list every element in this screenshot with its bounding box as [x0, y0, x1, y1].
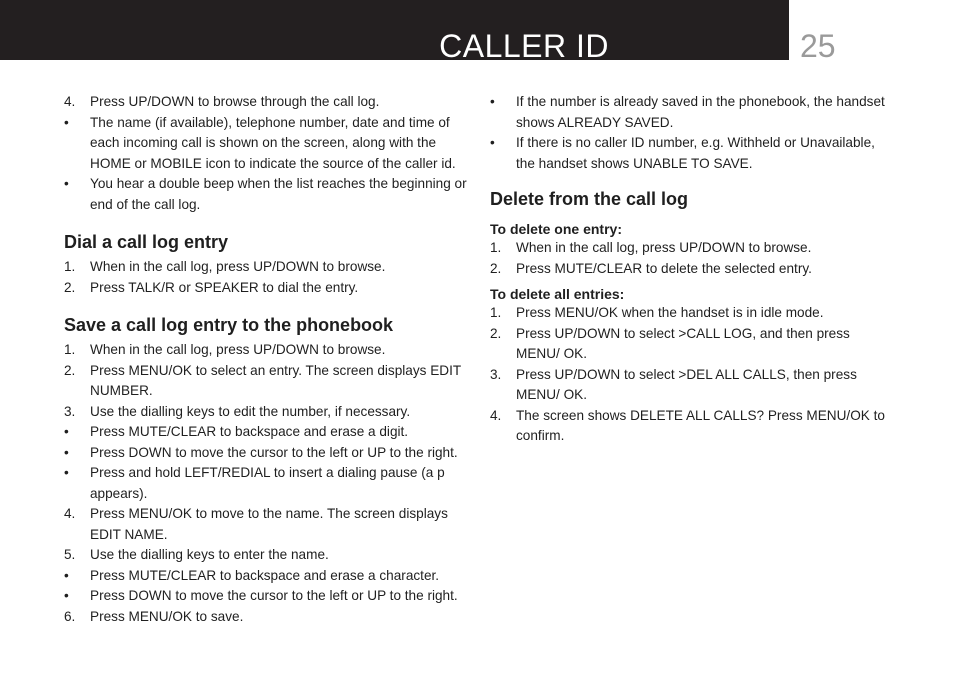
list-item	[490, 238, 894, 259]
list-item	[64, 607, 468, 628]
list-item-text: Press and hold LEFT/REDIAL to insert a dialing pause (a p appears).	[90, 465, 445, 501]
list-item	[64, 361, 468, 402]
list-item	[490, 259, 894, 280]
list-item-text: If the number is already saved in the phonebook, the handset shows ALREADY SAVED.	[516, 94, 885, 130]
list-item	[490, 133, 894, 174]
list-marker: •	[64, 567, 69, 583]
list-item	[64, 92, 468, 113]
list-item-text: Press UP/DOWN to select >DEL ALL CALLS, then press MENU/ OK.	[516, 366, 857, 402]
list-item-text: The screen shows DELETE ALL CALLS? Press MENU/OK to confirm.	[516, 407, 885, 443]
list-item-text: Press DOWN to move the cursor to the left or UP to the right.	[90, 588, 458, 603]
delete-one-steps	[490, 238, 894, 279]
delete-all-heading: To delete all entries:	[490, 286, 625, 302]
list-marker: 3.	[490, 366, 502, 382]
list-item-text: Press DOWN to move the cursor to the left or UP to the right.	[90, 444, 458, 460]
list-marker: 4.	[64, 94, 76, 109]
list-marker: 1.	[490, 240, 502, 255]
list-item	[490, 303, 894, 324]
list-marker: 4.	[490, 407, 502, 423]
list-item-text: You hear a double beep when the list reaches the beginning or end of the call log.	[90, 176, 467, 212]
list-item-text: Press TALK/R or SPEAKER to dial the entry.	[90, 279, 359, 295]
list-marker: 5.	[64, 547, 76, 562]
right-column	[490, 92, 894, 447]
list-marker: 6.	[64, 608, 76, 624]
list-item	[64, 422, 468, 443]
list-marker: •	[64, 176, 69, 191]
list-marker: 2.	[490, 260, 502, 276]
delete-heading: Delete from the call log	[490, 189, 689, 209]
list-item	[490, 365, 894, 406]
delete-all-steps	[490, 303, 894, 447]
list-item	[64, 443, 468, 464]
list-item	[64, 545, 468, 566]
dial-steps	[64, 257, 468, 298]
intro-list	[64, 92, 468, 215]
list-item-text: Press MENU/OK to save.	[90, 608, 244, 624]
list-marker: •	[64, 444, 69, 460]
list-marker: 1.	[64, 259, 76, 274]
list-marker: •	[64, 424, 69, 439]
list-item-text: Press MENU/OK to select an entry. The screen displays EDIT NUMBER.	[90, 362, 461, 398]
list-item-text: If there is no caller ID number, e.g. Withheld or Unavailable, the handset shows UNABLE TO SAVE.	[516, 135, 875, 171]
list-item-text: When in the call log, press UP/DOWN to browse.	[516, 240, 812, 255]
list-item	[490, 92, 894, 133]
list-item-text: Press UP/DOWN to select >CALL LOG, and then press MENU/ OK.	[516, 325, 850, 361]
list-item	[490, 406, 894, 447]
list-item	[64, 257, 468, 278]
list-item	[64, 402, 468, 423]
list-marker: 1.	[64, 342, 76, 357]
list-marker: 2.	[490, 325, 502, 341]
list-marker: •	[64, 465, 69, 480]
list-marker: 2.	[64, 362, 76, 378]
list-item-text: Press MENU/OK to move to the name. The screen displays EDIT NAME.	[90, 506, 448, 542]
list-item	[64, 463, 468, 504]
list-marker: •	[64, 114, 69, 130]
list-marker: 1.	[490, 305, 502, 320]
left-column	[64, 92, 468, 627]
delete-one-heading: To delete one entry:	[490, 221, 622, 237]
list-item-text: When in the call log, press UP/DOWN to browse.	[90, 342, 386, 357]
list-item	[64, 504, 468, 545]
list-marker: •	[490, 94, 495, 109]
list-item	[490, 324, 894, 365]
list-item-text: Press UP/DOWN to browse through the call log.	[90, 94, 380, 109]
save-heading: Save a call log entry to the phonebook	[64, 315, 394, 335]
list-item	[64, 566, 468, 587]
list-item	[64, 340, 468, 361]
page-number: 25	[800, 28, 836, 64]
list-item-text: Press MENU/OK when the handset is in idle mode.	[516, 305, 824, 320]
list-marker: 2.	[64, 279, 76, 295]
list-item-text: Press MUTE/CLEAR to backspace and erase a digit.	[90, 424, 409, 439]
list-item-text: Use the dialling keys to enter the name.	[90, 547, 329, 562]
list-marker: •	[490, 135, 495, 150]
list-item-text: Press MUTE/CLEAR to backspace and erase a character.	[90, 567, 440, 583]
save-notes	[490, 92, 894, 174]
list-item-text: Use the dialling keys to edit the number, if necessary.	[90, 403, 411, 419]
list-item	[64, 586, 468, 607]
save-steps	[64, 340, 468, 627]
header-bar	[0, 0, 789, 64]
dial-heading: Dial a call log entry	[64, 232, 229, 252]
list-marker: 3.	[64, 403, 76, 419]
list-item	[64, 113, 468, 175]
list-marker: 4.	[64, 506, 76, 521]
list-item-text: When in the call log, press UP/DOWN to browse.	[90, 259, 386, 274]
list-item-text: Press MUTE/CLEAR to delete the selected entry.	[516, 260, 812, 276]
list-item	[64, 278, 468, 299]
list-item	[64, 174, 468, 215]
section-title: CALLER ID	[439, 28, 609, 64]
list-item-text: The name (if available), telephone number, date and time of each incoming call is shown on the screen, along with the HOME or MOBILE icon to indicate the source of the caller id.	[90, 114, 456, 171]
list-marker: •	[64, 588, 69, 603]
